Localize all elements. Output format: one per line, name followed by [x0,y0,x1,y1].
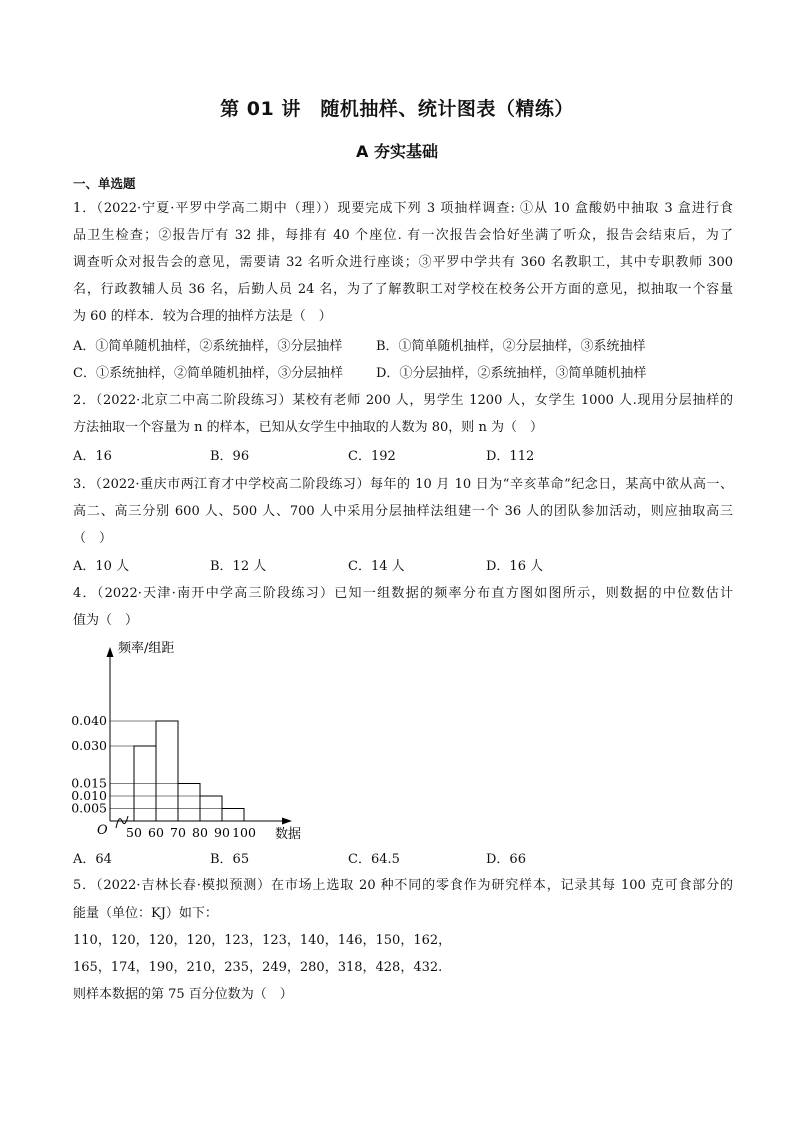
q1-line-4: 名，行政教辅人员 36 名，后勤人员 24 名，为了了解教职工对学校在校务公开方面的意见，拟抽取一个容量 [73,282,733,297]
q5-line-2: 能量（单位：KJ）如下： [73,906,218,921]
origin-label: O [97,823,108,838]
q5-line-5: 则样本数据的第 75 百分位数为（ ） [73,987,293,1002]
y-tick-label-2: 0.015 [71,775,107,791]
x-tick-label-90: 90 [214,825,230,840]
q1-line-3: 调查听众对报告会的意见，需要请 32 名听众进行座谈；③平罗中学共有 360 名教职工，其中专职教师 300 [73,255,733,270]
page-title: 第 01 讲 随机抽样、统计图表（精练） [220,98,574,120]
q1-line-2: 品卫生检查；②报告厅有 32 排，每排有 40 个座位. 有一次报告会恰好坐满了听众，报告会结束后，为了 [73,228,733,243]
q3-option-b: B．12 人 [210,559,267,574]
page-subtitle: A 夯实基础 [356,142,438,161]
q4-line-2: 值为（ ） [73,613,139,628]
q5-line-1: 5．（2022·吉林长春·模拟预测）在市场上选取 20 种不同的零食作为研究样本，记录其每 100 克可食部分的 [73,878,733,893]
q4-option-d: D．66 [486,852,526,867]
x-tick-label-100: 100 [232,825,256,840]
q1-line-5: 为 60 的样本．较为合理的抽样方法是（ ） [73,309,332,324]
y-axis-arrow [107,647,114,657]
q3-option-c: C．14 人 [348,559,405,574]
q3-line-1: 3．（2022·重庆市两江育才中学校高二阶段练习）每年的 10 月 10 日为“辛亥革命”纪念日，某高中欲从高一、 [73,477,733,492]
q5-data-row-2: 165，174，190，210，235，249，280，318，428，432. [73,960,443,975]
q3-line-2: 高二、高三分别 600 人、500 人、700 人中采用分层抽样法组建一个 36 人的团队参加活动，则应抽取高三 [73,504,733,519]
y-tick-label-0: 0.040 [71,713,107,728]
q2-option-a: A．16 [73,449,112,464]
q1-line-1: 1．（2022·宁夏·平罗中学高二期中（理））现要完成下列 3 项抽样调查: ①从 10 盒酸奶中抽取 3 盒进行食 [73,201,733,216]
histogram-bar-60-70 [156,721,178,821]
x-axis-arrow [282,818,292,825]
q2-line-1: 2．（2022·北京二中高二阶段练习）某校有老师 200 人，男学生 1200 人，女学生 1000 人.现用分层抽样的 [73,393,733,408]
x-tick-label-60: 60 [148,825,164,840]
q2-line-2: 方法抽取一个容量为 n 的样本，已知从女学生中抽取的人数为 80，则 n 为（ ） [73,420,543,435]
section-heading: 一、单选题 [73,176,136,191]
y-tick-label-1: 0.030 [71,738,107,753]
q3-option-d: D．16 人 [486,559,544,574]
q4-option-c: C．64.5 [348,852,400,867]
frequency-histogram [70,630,330,850]
q1-option-a: A．①简单随机抽样，②系统抽样，③分层抽样 [73,339,343,354]
q2-option-d: D．112 [486,449,535,464]
histogram-bar-90-100 [222,809,244,822]
y-tick-label-4: 0.005 [71,800,107,816]
q2-option-b: B．96 [210,449,250,464]
q1-option-c: C．①系统抽样，②简单随机抽样，③分层抽样 [73,366,343,381]
q4-line-1: 4．（2022·天津·南开中学高三阶段练习）已知一组数据的频率分布直方图如图所示，则数据的中位数估计 [73,586,733,601]
q2-option-c: C．192 [348,449,396,464]
q1-option-b: B．①简单随机抽样，②分层抽样，③系统抽样 [376,339,646,354]
y-axis-label: 频率/组距 [118,641,175,656]
q4-option-b: B．65 [210,852,250,867]
q1-option-d: D．①分层抽样，②系统抽样，③简单随机抽样 [376,366,647,381]
histogram-bar-70-80 [178,784,200,822]
x-tick-label-70: 70 [170,825,186,840]
x-tick-label-50: 50 [126,825,142,840]
x-tick-label-80: 80 [192,825,208,840]
q4-option-a: A．64 [73,852,112,867]
q5-data-row-1: 110，120，120，120，123，123，140，146，150，162， [73,933,452,948]
q3-line-3: （ ） [73,531,113,546]
y-tick-label-3: 0.010 [71,788,107,803]
x-axis-label: 数据 [275,827,302,842]
q3-option-a: A．10 人 [73,559,130,574]
